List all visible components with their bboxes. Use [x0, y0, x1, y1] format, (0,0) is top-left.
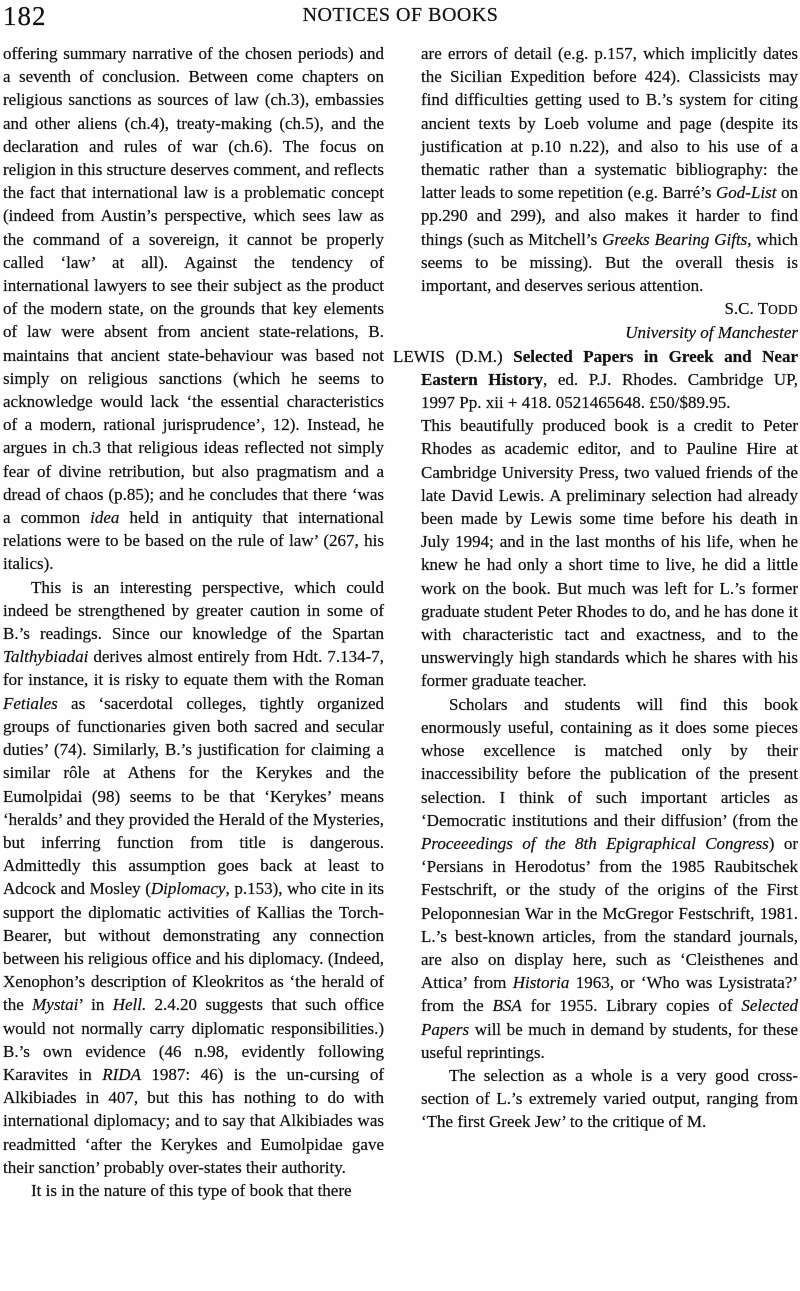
text-run: 1987: 46) is the un-cursing of Alkibiades in 407, but this has nothing to do with international diplomacy; and to say that Alkibiades was readmitted ‘after the Kerykes and Eumolpidae gave their sanction’ probably over-states their authority. [3, 1064, 384, 1177]
text-run: as ‘sacerdotal colleges, tightly organized groups of functionaries given both sacred and secular duties’ (74). Similarly, B.’s justification for claiming a similar rôle at Athens for the Kerykes and the Eumolpidai (98) seems to be that ‘Kerykes’ means ‘heralds’ and they provided the Herald of the Mysteries, but inferring function from title is dangerous. Admittedly this assumption goes back at least to Adcock and Mosley ( [3, 693, 384, 899]
text-run: are errors of detail (e.g. p.157, which implicitly dates the Sicilian Expedition before 424). Classicists may find difficulties getting used to B.’s system for citing ancient texts by Loeb volume and page (despite its justification at p.10 n.22), and also to his use of a thematic rather than a systematic bibliography: the latter leads to some repetition (e.g. Barré’s [421, 44, 798, 203]
italic-run: Selected Papers [421, 996, 798, 1039]
closing-paragraph [3, 1179, 384, 1202]
body-paragraph [421, 693, 798, 1064]
text-run: S.C. T [724, 299, 769, 319]
text-run: ) or ‘Persians in Herodotus’ from the 1985 Raubitschek Festschrift, or the study of the origins of the First Peloponnesian War in the McGregor Festschrift, 1981. L.’s best-known articles, from the standard journals, are also on display here, such as ‘Cleisthenes and Attica’ from [421, 833, 798, 993]
italic-run: Historia [512, 973, 570, 993]
italic-run: RIDA [102, 1064, 141, 1084]
italic-run: idea [90, 508, 120, 528]
text-run: It is in the nature of this type of book that there [31, 1180, 352, 1200]
reviewer-signature [421, 297, 798, 321]
continuation-paragraph [3, 42, 384, 576]
running-title: NOTICES OF BOOKS [302, 4, 499, 26]
body-paragraph [3, 576, 384, 1179]
italic-run: Fetiales [3, 693, 58, 713]
text-run: for 1955. Library copies of [521, 996, 742, 1016]
text-columns [3, 42, 798, 1202]
italic-run: God-List [716, 183, 777, 203]
italic-run: Mystai [32, 995, 79, 1015]
text-run: LEWIS (D.M.) [393, 346, 514, 366]
text-run: 2.4.20 suggests that such office would not normally carry diplomatic responsibilities.) B.’s own evidence (46 n.98, evidently following Karavites in [3, 995, 384, 1084]
book-heading [393, 345, 798, 415]
smallcaps-run: ODD [768, 302, 798, 318]
bold-run: Selected Papers in Greek and Near Eastern History [421, 346, 798, 389]
text-run: on pp.290 and 299), and also makes it harder to find things (such as Mitchell’s [421, 183, 798, 249]
continuation-paragraph [421, 42, 798, 297]
text-run: The selection as a whole is a very good cross-section of L.’s extremely varied output, ranging from ‘The first Greek Jew’ to the critique of M. [421, 1065, 798, 1132]
text-run: derives almost entirely from Hdt. 7.134-7, for instance, it is risky to equate them with the Roman [3, 647, 384, 690]
text-run: Scholars and students will find this book enormously useful, containing as it does some pieces whose excellence is matched only by their inaccessibility before the publication of the present selection. I think of such important articles as ‘Democratic institutions and their diffusion’ (from the [421, 694, 798, 830]
text-run: This beautifully produced book is a credit to Peter Rhodes as academic editor, and to Pauline Hire at Cambridge University Press, two valued friends of the late David Lewis. A preliminary selection had already been made by Lewis some time before his death in July 1994; and in the last months of his life, when he knew he had only a short time to live, he did a little work on the book. But much was left for L.’s former graduate student Peter Rhodes to do, and he has done it with characteristic tact and exactness, and to the unswervingly high standards which he shares with his former graduate teacher. [421, 416, 798, 691]
text-run: 1963, or ‘Who was Lysistrata?’ from the [421, 973, 798, 1016]
text-run: offering summary narrative of the chosen periods) and a seventh of conclusion. Between come chapters on religious sanctions as sources of law (ch.3), embassies and other aliens (ch.4), treaty-making (ch.5), and the declaration and rules of war (ch.6). The focus on religion in this structure deserves comment, and reflects the fact that international law is a problematic concept (indeed from Austin’s perspective, which sees law as the command of a sovereign, it cannot be properly called ‘law’ at all). Against the tendency of international lawyers to see their subject as the product of the modern state, on the grounds that key elements of law were absent from ancient state-relations, B. maintains that ancient state-behaviour was based not simply on religious sanctions (which he seems to acknowledge would lack ‘the essential characteristics of a modern, rational jurisprudence’, 12). Instead, he argues in ch.3 that religious ideas reflected not simply fear of divine retribution, but also pragmatism and a dread of chaos (p.85); and he concludes that there ‘was a common [3, 44, 384, 528]
italic-run: Talthybiadai [3, 647, 89, 667]
text-run: , p.153), who cite in its support the diplomatic activities of Kallias the Torch-Bearer, but without demonstrating any connection between his religious office and his diplomacy. (Indeed, Xenophon’s description of Kleokritos as ‘the herald of the [3, 879, 385, 1015]
opening-paragraph [421, 414, 798, 692]
text-run: , ed. P.J. Rhodes. Cambridge UP, 1997 Pp. xii + 418. 0521465648. £50/$89.95. [421, 369, 798, 413]
page-number: 182 [3, 1, 47, 31]
italic-run: University of Manchester [625, 323, 798, 343]
text-run: will be much in demand by students, for these useful reprintings. [421, 1019, 798, 1062]
right-column [393, 42, 799, 1202]
italic-run: BSA [492, 996, 522, 1016]
italic-run: Greeks Bearing Gifts [602, 229, 748, 249]
page-header [3, 3, 798, 34]
reviewer-affiliation [421, 321, 798, 344]
text-run: This is an interesting perspective, which could indeed be strengthened by greater caution in some of B.’s readings. Since our knowledge of the Spartan [3, 577, 384, 644]
italic-run: Diplomacy [150, 879, 226, 899]
italic-run: Proceeedings of the 8th Epigraphical Congress [421, 833, 769, 853]
closing-paragraph [421, 1064, 798, 1134]
text-run: held in antiquity that international relations were to be based on the rule of law’ (267, his italics). [3, 508, 384, 574]
text-run: , which seems to be missing). But the overall thesis is important, and deserves serious attention. [421, 229, 799, 296]
text-run: ’ in [78, 995, 113, 1015]
italic-run: Hell. [112, 995, 147, 1015]
left-column [3, 42, 384, 1202]
